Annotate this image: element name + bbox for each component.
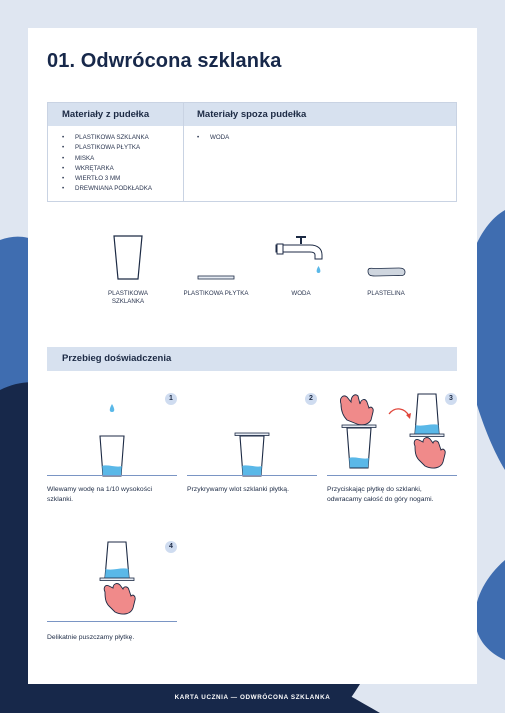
plate-illustration	[181, 233, 251, 283]
glass-with-water-icon	[87, 400, 137, 480]
outside-materials-header: Materiały spoza pudełka	[197, 109, 307, 120]
glass-illustration	[93, 233, 163, 283]
covered-glass-icon	[227, 400, 277, 480]
list-item: • DREWNIANA PODKŁADKA	[62, 184, 152, 194]
step-divider	[47, 475, 177, 476]
step-divider	[187, 475, 317, 476]
plate-label: PLASTIKOWA PŁYTKA	[183, 290, 249, 297]
step-text: Wlewamy wodę na 1/10 wysokości szklanki.	[47, 486, 153, 503]
footer-title: KARTA UCZNIA — ODWRÓCONA SZKLANKA	[174, 694, 331, 701]
water-illustration	[266, 233, 336, 283]
procedure-header	[47, 347, 457, 371]
list-item: • MISKA	[62, 154, 152, 164]
outside-materials-list	[197, 133, 229, 143]
release-plate-icon	[87, 538, 147, 620]
list-item: • PLASTIKOWA PŁYTKA	[62, 143, 152, 153]
list-item: • WIERTŁO 3 MM	[62, 174, 152, 184]
step-2	[187, 390, 317, 510]
step-text: Przyciskając płytkę do szklanki, odwracamy całość do góry nogami.	[327, 486, 434, 503]
list-item: • WODA	[197, 133, 229, 143]
plasticine-label: PLASTELINA	[367, 290, 405, 297]
worksheet-card	[28, 28, 477, 684]
water-label: WODA	[291, 290, 311, 297]
step-number: 3	[445, 393, 457, 405]
glass-icon	[108, 233, 148, 283]
box-materials-header: Materiały z pudełka	[62, 109, 150, 120]
procedure-title: Przebieg doświadczenia	[62, 353, 172, 364]
step-4	[47, 538, 177, 650]
step-text: Przykrywamy wlot szklanki płytką.	[187, 486, 289, 493]
step-number: 1	[165, 393, 177, 405]
page-title: 01. Odwrócona szklanka	[47, 50, 282, 72]
list-item: • WKRĘTARKA	[62, 164, 152, 174]
plasticine-icon	[351, 233, 421, 283]
glass-label: PLASTIKOWA SZKLANKA	[108, 290, 148, 305]
materials-divider	[183, 103, 184, 201]
list-item: • PLASTIKOWA SZKLANKA	[62, 133, 152, 143]
materials-table	[47, 102, 457, 202]
step-number: 2	[305, 393, 317, 405]
plasticine-illustration	[351, 233, 421, 283]
step-1	[47, 390, 177, 510]
step-text: Delikatnie puszczamy płytkę.	[47, 634, 135, 641]
tap-icon	[266, 233, 336, 283]
step-divider	[47, 621, 177, 622]
flip-glass-icon	[327, 390, 457, 474]
plate-icon	[181, 233, 251, 283]
step-number: 4	[165, 541, 177, 553]
step-divider	[327, 475, 457, 476]
box-materials-list	[62, 133, 152, 195]
step-3	[327, 390, 457, 510]
